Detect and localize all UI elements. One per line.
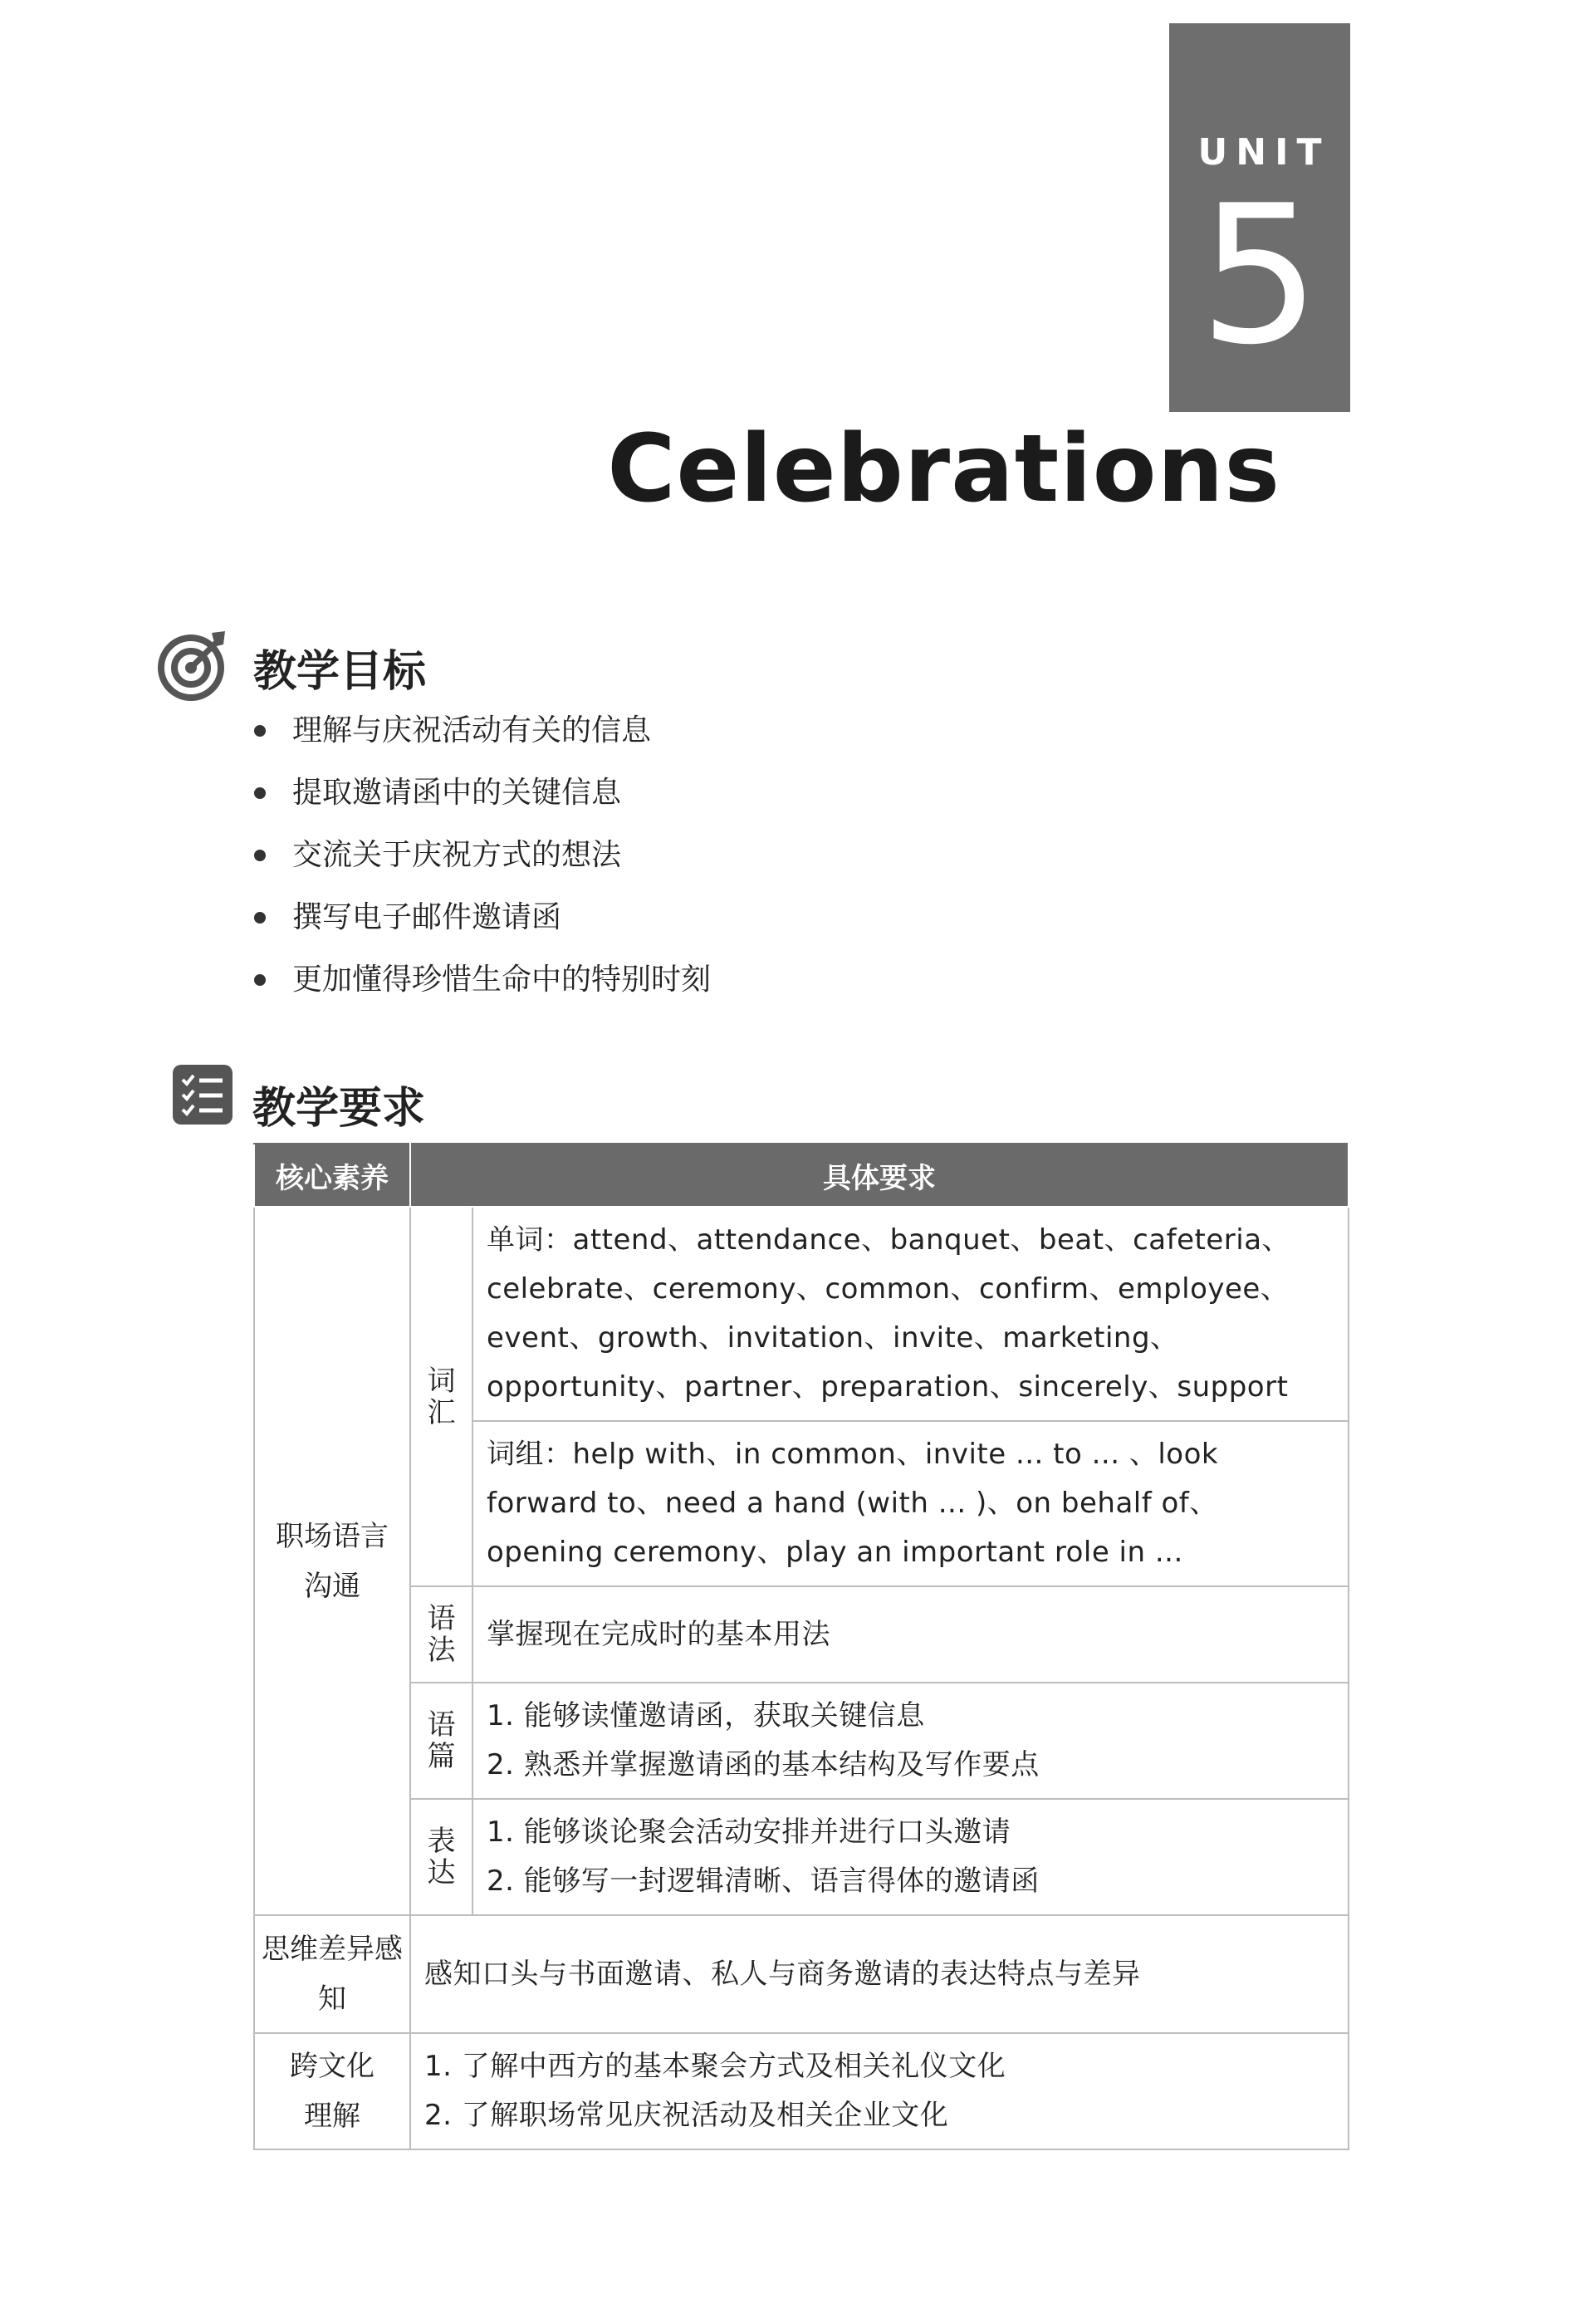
table-row <box>254 2033 1349 2149</box>
unit-label: UNIT <box>1197 131 1330 174</box>
target-icon <box>154 628 228 703</box>
unit-badge <box>1169 23 1350 412</box>
thinking-text: 感知口头与书面邀请、私人与商务邀请的表达特点与差异 <box>410 1915 1349 2033</box>
crosscultural-items: 1. 了解中西方的基本聚会方式及相关礼仪文化 2. 了解职场常见庆祝活动及相关企业文化 <box>410 2033 1349 2149</box>
bullet-icon <box>254 912 266 924</box>
discourse-items: 1. 能够读懂邀请函，获取关键信息 2. 熟悉并掌握邀请函的基本结构及写作要点 <box>472 1683 1349 1799</box>
header-core: 核心素养 <box>254 1144 410 1207</box>
bullet-icon <box>254 850 266 861</box>
core-crosscultural: 跨文化理解 <box>254 2033 410 2149</box>
table-row <box>254 1683 1349 1799</box>
header-requirements: 具体要求 <box>410 1144 1349 1207</box>
expression-items: 1. 能够谈论聚会活动安排并进行口头邀请 2. 能够写一封逻辑清晰、语言得体的邀请函 <box>472 1799 1349 1915</box>
table-header-row <box>254 1144 1349 1207</box>
requirements-heading: 教学要求 <box>252 1084 426 1134</box>
sub-vocabulary: 词汇 <box>410 1207 472 1586</box>
table-row <box>254 1586 1349 1683</box>
table-row <box>254 1207 1349 1421</box>
goal-item: 撰写电子邮件邀请函 <box>249 893 711 955</box>
core-workplace: 职场语言沟通 <box>254 1207 410 1915</box>
sub-grammar: 语法 <box>410 1586 472 1683</box>
table-row <box>254 1915 1349 2033</box>
bullet-icon <box>254 974 266 986</box>
goal-item: 交流关于庆祝方式的想法 <box>249 831 711 893</box>
sub-expression: 表达 <box>410 1799 472 1915</box>
goals-list <box>249 706 711 1017</box>
goal-item: 理解与庆祝活动有关的信息 <box>249 706 711 768</box>
vocabulary-phrases: 词组：help with、in common、invite ... to ... 、look forward to、need a hand (with ... )、on behalf of、opening ceremony、play an important role in ... <box>472 1421 1349 1586</box>
core-thinking: 思维差异感知 <box>254 1915 410 2033</box>
sub-discourse: 语篇 <box>410 1683 472 1799</box>
table-row <box>254 1799 1349 1915</box>
goals-heading: 教学目标 <box>253 647 427 697</box>
unit-number: 5 <box>1198 165 1321 387</box>
goal-item: 更加懂得珍惜生命中的特别时刻 <box>249 955 711 1017</box>
grammar-text: 掌握现在完成时的基本用法 <box>472 1586 1349 1683</box>
bullet-icon <box>254 725 266 737</box>
checklist-icon <box>173 1065 233 1125</box>
vocabulary-words: 单词：attend、attendance、banquet、beat、cafeteria、celebrate、ceremony、common、confirm、employee、event、growth、invitation、invite、marketing、opportunity、partner、preparation、sincerely、support <box>472 1207 1349 1421</box>
requirements-table <box>253 1143 1349 2150</box>
unit-title: Celebrations <box>607 415 1280 523</box>
bullet-icon <box>254 787 266 799</box>
goal-item: 提取邀请函中的关键信息 <box>249 768 711 831</box>
